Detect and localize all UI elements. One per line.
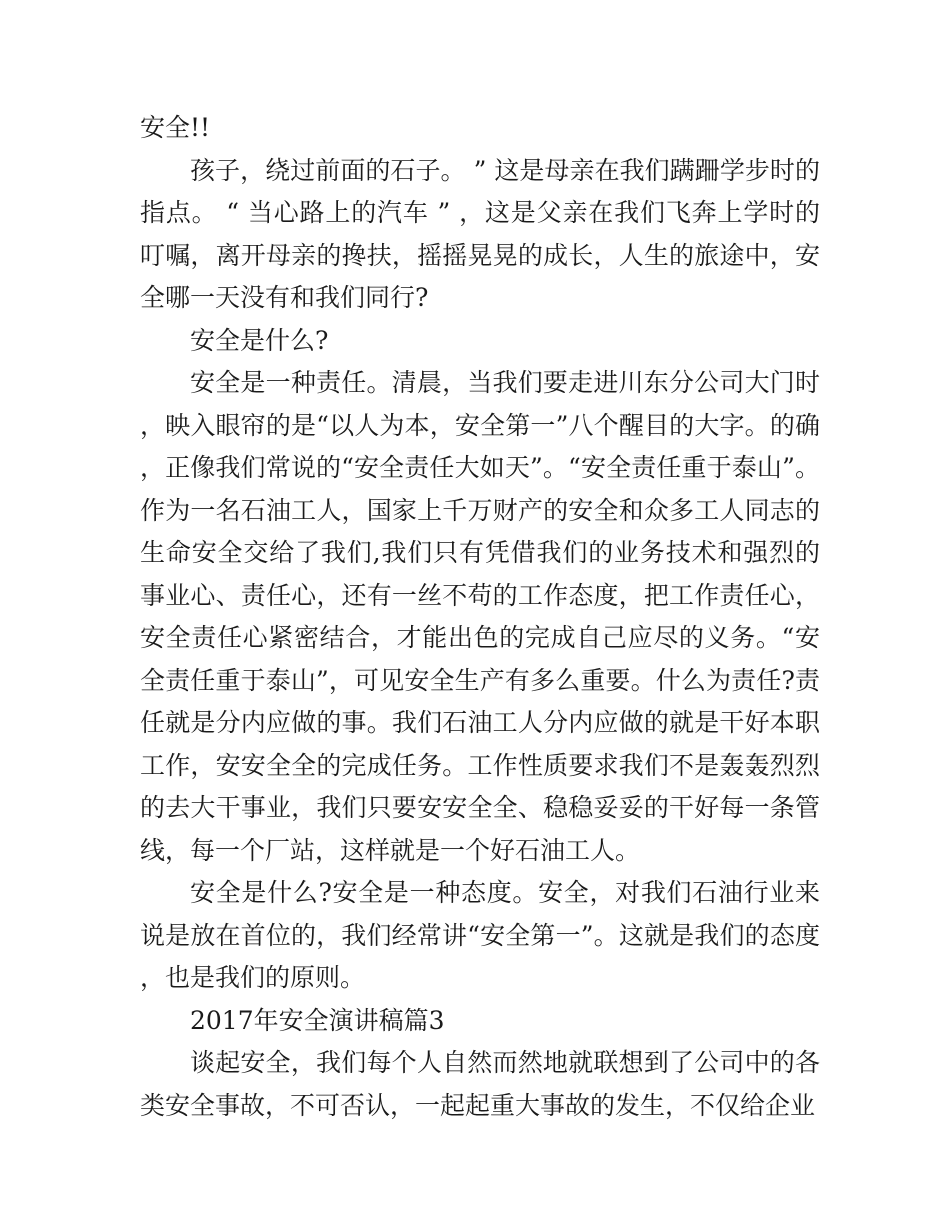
paragraph-4: 安全是一种责任。清晨，当我们要走进川东分公司大门时，映入眼帘的是“以人为本，安全第一”八个醒目的大字。的确，正像我们常说的“安全责任大如天”。“安全责任重于泰山”。作为一名石油工人，国家上千万财产的安全和众多工人同志的生命安全交给了我们,我们只有凭借我们的业务技术和强烈的事业心、责任心，还有一丝不苟的工作态度，把工作责任心，安全责任心紧密结合，才能出色的完成自己应尽的义务。“安全责任重于泰山”，可见安全生产有多么重要。什么为责任?责任就是分内应做的事。我们石油工人分内应做的就是干好本职工作，安安全全的完成任务。工作性质要求我们不是轰轰烈烈的去大干事业，我们只要安安全全、稳稳妥妥的干好每一条管线，每一个厂站，这样就是一个好石油工人。 [140, 368, 820, 865]
paragraph-7: 谈起安全，我们每个人自然而然地就联想到了公司中的各类安全事故，不可否认，一起起重大事故的发生，不仅给企业 [140, 1048, 820, 1120]
document-body [140, 107, 820, 1127]
paragraph-2: 孩子，绕过前面的石子。 ” 这是母亲在我们蹒跚学步时的指点。 “ 当心路上的汽车 ” ，这是父亲在我们飞奔上学时的叮嘱，离开母亲的搀扶，摇摇晃晃的成长，人生的旅途中，安全哪一天没有和我们同行? [140, 155, 820, 312]
paragraph-3: 安全是什么? [190, 325, 329, 355]
section-heading: 2017年安全演讲稿篇3 [190, 1005, 445, 1035]
paragraph-1: 安全!! [140, 113, 211, 142]
paragraph-5: 安全是什么?安全是一种态度。安全，对我们石油行业来说是放在首位的，我们经常讲“安全第一”。这就是我们的态度，也是我们的原则。 [140, 878, 820, 992]
